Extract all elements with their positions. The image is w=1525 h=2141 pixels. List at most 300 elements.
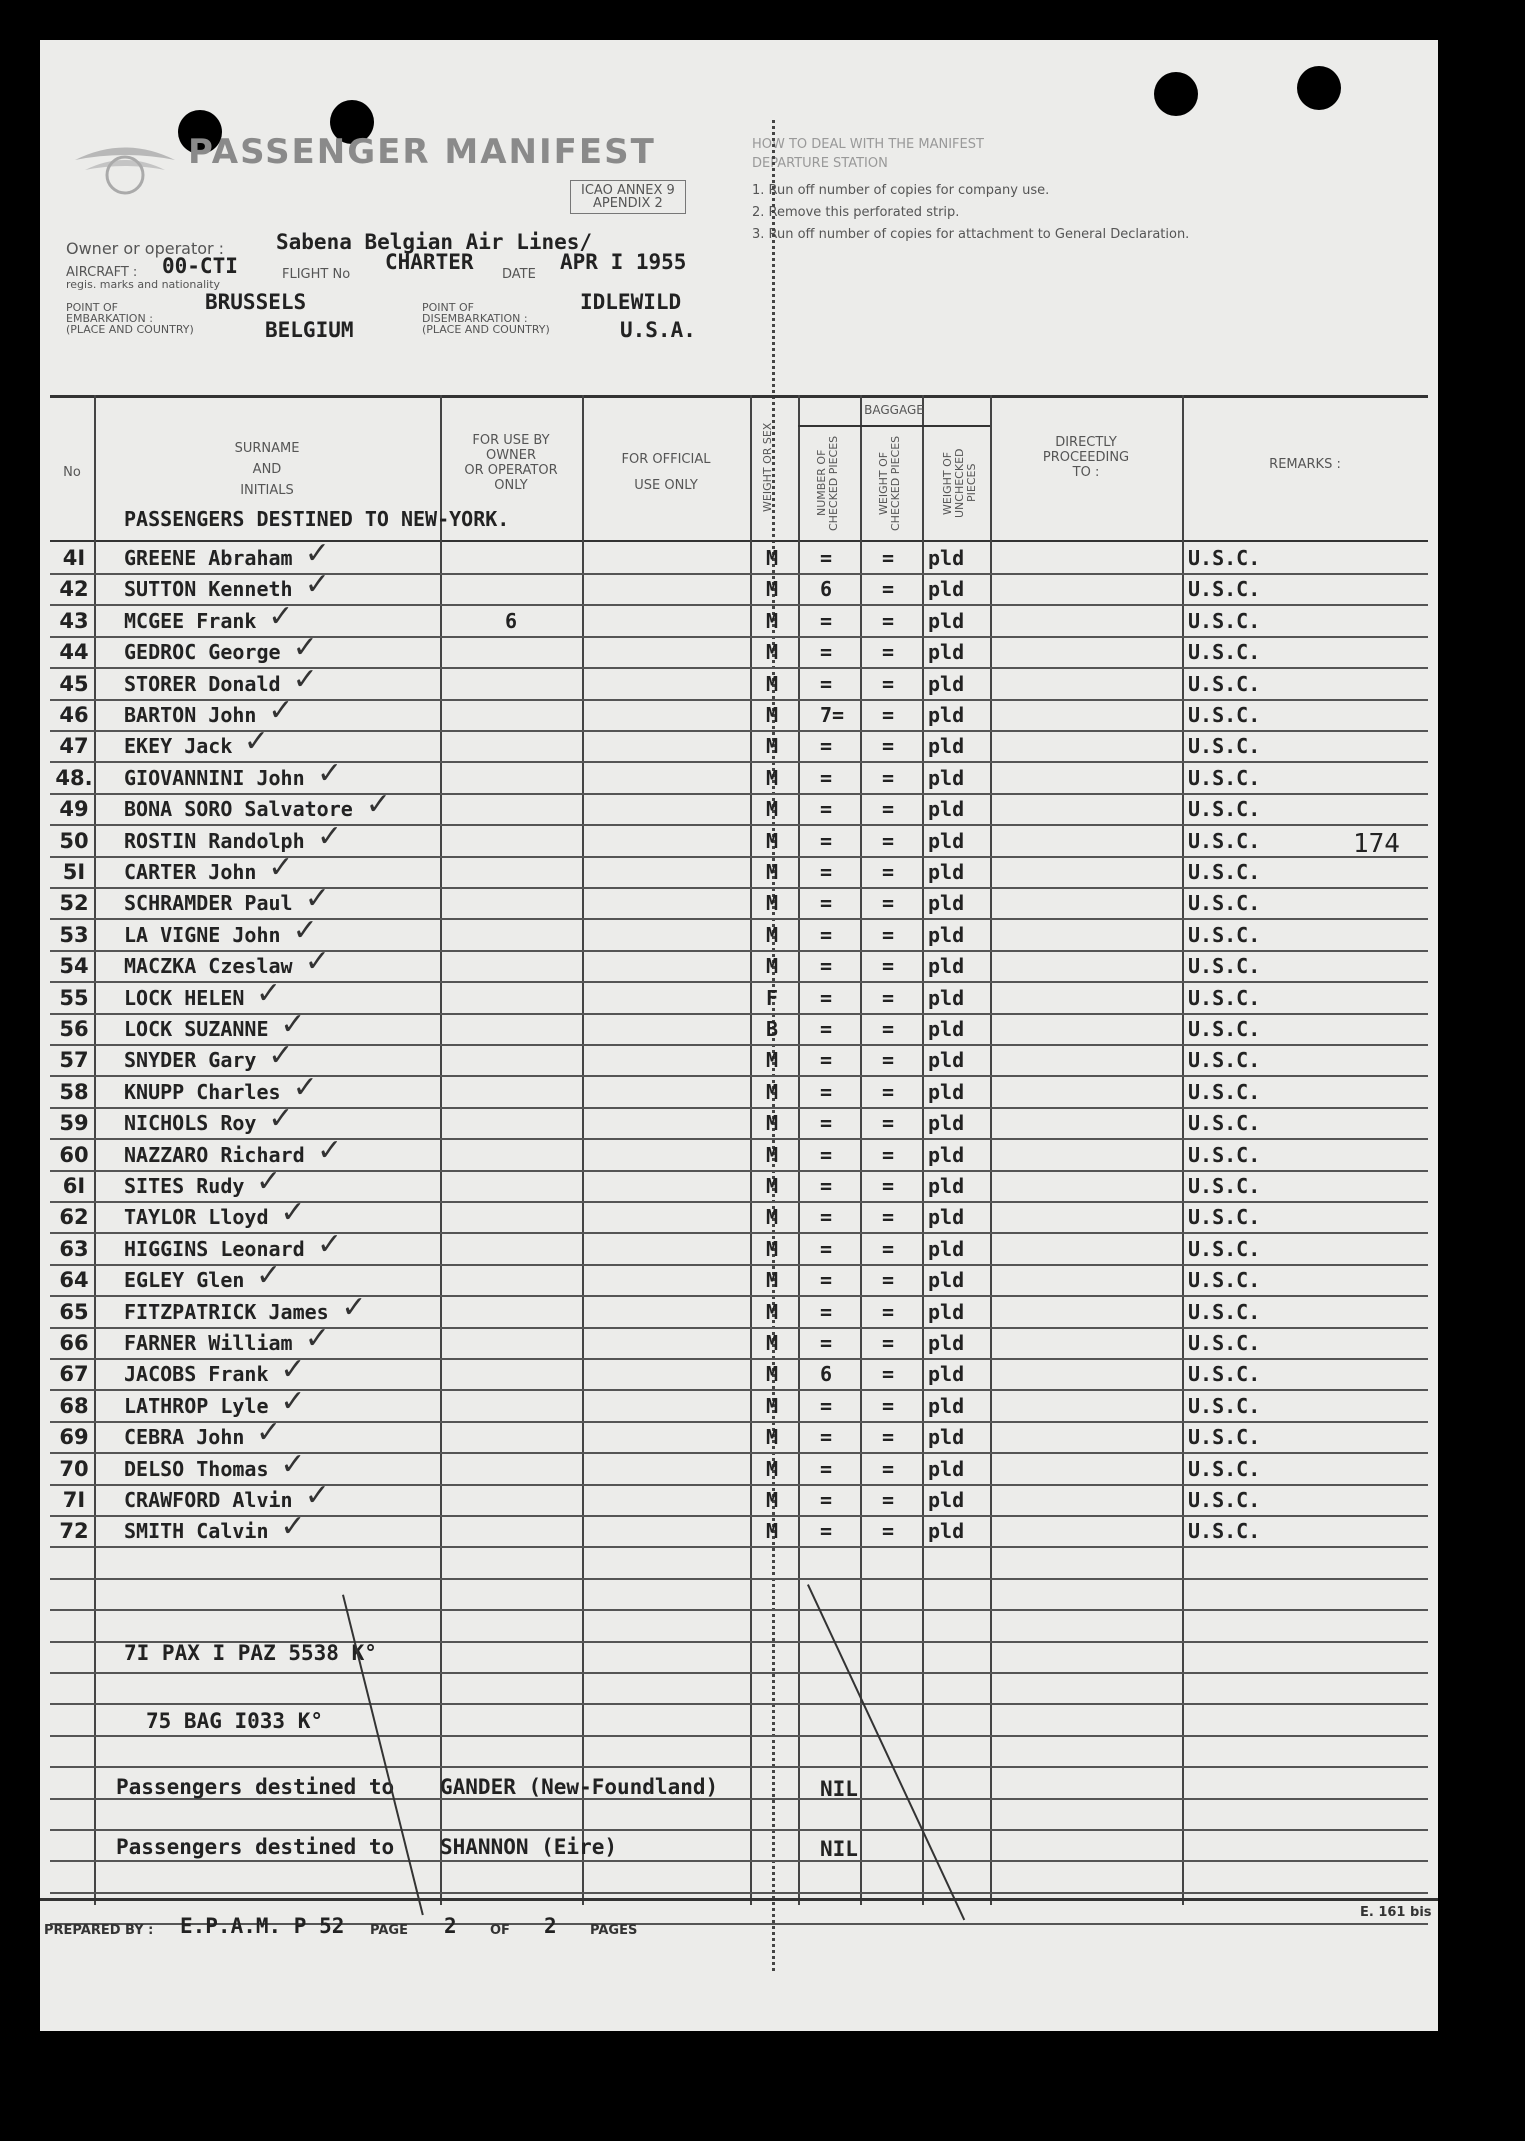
table-row [50, 1069, 1428, 1109]
checkmark-icon: ✓ [304, 536, 330, 571]
checkmark-icon: ✓ [280, 1007, 306, 1042]
checkmark-icon: ✓ [280, 1383, 306, 1419]
weight-or-sex: M [766, 954, 779, 979]
checkmark-icon: ✓ [268, 693, 294, 728]
passenger-name: LOCK SUZANNE [124, 1017, 269, 1041]
passenger-name: SMITH Calvin [124, 1519, 269, 1544]
checkmark-icon: ✓ [292, 630, 318, 666]
passenger-name: CRAWFORD Alvin [124, 1488, 293, 1512]
checked-pieces: = [820, 891, 833, 916]
col-official-header [582, 447, 750, 499]
remarks: U.S.C. [1188, 1174, 1261, 1198]
unchecked-weight: pld [928, 734, 965, 759]
weight-or-sex: M [766, 1111, 779, 1136]
unchecked-weight: pld [928, 1519, 965, 1544]
checkmark-icon: ✓ [292, 912, 318, 948]
no: 48. [55, 765, 93, 790]
table-row [50, 661, 1428, 701]
checkmark-icon: ✓ [304, 881, 330, 917]
remarks: U.S.C. [1188, 671, 1261, 696]
empty-row [50, 1610, 1428, 1643]
of-label: OF [490, 1923, 510, 1938]
weight-or-sex: M [766, 608, 779, 633]
col-checked-header: NUMBER OF CHECKED PIECES [815, 435, 840, 531]
remarks: U.S.C. [1188, 860, 1261, 884]
passenger-name: FITZPATRICK James [124, 1299, 329, 1324]
checkmark-icon: ✓ [256, 1164, 282, 1199]
passenger-name: MCGEE Frank [124, 608, 257, 633]
header-line: SURNAME [234, 441, 300, 456]
passenger-name: GREENE Abraham [124, 546, 293, 570]
checked-pieces: = [820, 734, 833, 759]
checkmark-icon: ✓ [268, 598, 294, 634]
owner-use: 6 [505, 608, 518, 633]
page-title: PASSENGER MANIFEST [188, 132, 656, 172]
col-weight-unchecked-header: WEIGHT OF UNCHECKED PIECES [941, 448, 978, 518]
form-code: E. 161 bis [1360, 1905, 1432, 1920]
unchecked-weight: pld [928, 1393, 965, 1418]
unchecked-weight: pld [928, 608, 965, 633]
disembarkation-label-line: POINT OF [422, 301, 474, 314]
no: 67 [59, 1362, 89, 1387]
unchecked-weight: pld [928, 828, 965, 853]
remarks: U.S.C. [1188, 1017, 1261, 1041]
embarkation-label-line: POINT OF [66, 301, 118, 314]
checkmark-icon: ✓ [280, 1509, 306, 1545]
checked-weight: = [882, 703, 895, 727]
checked-pieces: = [820, 1299, 833, 1324]
checked-weight: = [882, 828, 895, 853]
no: 54 [59, 954, 89, 979]
passenger-name: CEBRA John [124, 1425, 245, 1450]
table-row [50, 1509, 1428, 1548]
checked-weight: = [882, 922, 895, 947]
remarks: U.S.C. [1188, 1456, 1261, 1481]
unchecked-weight: pld [928, 671, 965, 696]
weight-or-sex: M [766, 1299, 779, 1324]
embarkation-city: BRUSSELS [205, 290, 307, 314]
aircraft-sub-label: regis. marks and nationality [66, 278, 221, 291]
weight-or-sex: M [766, 1393, 779, 1418]
no: 66 [59, 1331, 89, 1355]
unchecked-weight: pld [928, 1174, 965, 1198]
embarkation-label-line: EMBARKATION : [66, 312, 153, 325]
remarks: U.S.C. [1188, 954, 1261, 979]
no: 65 [59, 1299, 89, 1324]
table-row [50, 1101, 1428, 1140]
checked-weight: = [882, 671, 895, 696]
no: 42 [59, 577, 89, 602]
col-proceeding-header [990, 435, 1182, 480]
manifest-sheet [40, 40, 1438, 2031]
weight-or-sex: M [766, 828, 779, 853]
header-line: FOR OFFICIAL [621, 452, 711, 467]
checkmark-icon: ✓ [365, 787, 391, 823]
passenger-name: JACOBS Frank [124, 1362, 269, 1387]
total-bag: 75 BAG I033 K° [146, 1709, 324, 1733]
checkmark-icon: ✓ [256, 1415, 282, 1451]
checked-pieces: 6 [820, 577, 833, 602]
checked-weight: = [882, 577, 895, 602]
table-row [50, 1195, 1428, 1234]
table-row [50, 912, 1428, 952]
checked-pieces: = [820, 1017, 833, 1041]
prepared-value: E.P.A.M. P 52 [180, 1914, 345, 1938]
unchecked-weight: pld [928, 1236, 965, 1261]
embarkation-label [66, 302, 194, 335]
passenger-name: STORER Donald [124, 671, 281, 696]
destination-line: PASSENGERS DESTINED TO NEW-YORK. [124, 507, 510, 531]
gander-place: GANDER (New-Foundland) [440, 1775, 719, 1799]
passenger-name: BONA SORO Salvatore [124, 797, 353, 822]
remarks: U.S.C. [1188, 734, 1261, 759]
checked-weight: = [882, 860, 895, 884]
unchecked-weight: pld [928, 640, 965, 665]
checkmark-icon: ✓ [268, 1101, 294, 1137]
remarks: U.S.C. [1188, 891, 1261, 916]
passenger-name: EKEY Jack [124, 734, 233, 759]
no: 70 [59, 1456, 89, 1481]
total-pax: 7I PAX I PAZ 5538 K° [124, 1641, 377, 1665]
checkmark-icon: ✓ [317, 755, 343, 791]
no: 49 [59, 797, 89, 822]
checked-pieces: = [820, 828, 833, 853]
unchecked-weight: pld [928, 1425, 965, 1450]
passenger-name: CARTER John [124, 860, 257, 884]
checkmark-icon: ✓ [317, 818, 343, 854]
weight-or-sex: M [766, 922, 779, 947]
remarks: U.S.C. [1188, 640, 1261, 665]
weight-or-sex: M [766, 1519, 779, 1544]
no: 5I [62, 860, 86, 884]
flight-label: FLIGHT No [282, 267, 351, 282]
unchecked-weight: pld [928, 1299, 965, 1324]
table-row [50, 1446, 1428, 1486]
table-row [50, 975, 1428, 1015]
checked-weight: = [882, 1048, 895, 1073]
unchecked-weight: pld [928, 860, 965, 884]
unchecked-weight: pld [928, 1205, 965, 1230]
passenger-name: SUTTON Kenneth [124, 577, 293, 602]
checkmark-icon: ✓ [243, 724, 269, 760]
checked-weight: = [882, 765, 895, 790]
no: 59 [59, 1111, 89, 1136]
divider [40, 1898, 1438, 1901]
instructions-title [752, 138, 984, 170]
table-row [50, 818, 1428, 858]
divider [50, 395, 1428, 398]
checked-weight: = [882, 1488, 895, 1512]
disembarkation-label-line: (PLACE AND COUNTRY) [422, 323, 550, 336]
remarks: U.S.C. [1188, 985, 1261, 1010]
instruction-item: 1. Run off number of copies for company use. [752, 183, 1050, 198]
owner-value: Sabena Belgian Air Lines/ [276, 230, 593, 254]
weight-or-sex: M [766, 1268, 779, 1293]
checkmark-icon: ✓ [256, 1258, 282, 1294]
weight-or-sex: M [766, 1456, 779, 1481]
aircraft-label: AIRCRAFT : [66, 265, 138, 280]
checked-pieces: = [820, 1079, 833, 1104]
header-line: TO : [1072, 465, 1100, 480]
checked-pieces: = [820, 640, 833, 665]
checked-weight: = [882, 1236, 895, 1261]
embarkation-country: BELGIUM [265, 318, 354, 342]
page-label: PAGE [370, 1923, 408, 1938]
unchecked-weight: pld [928, 1017, 965, 1041]
weight-or-sex: M [766, 671, 779, 696]
checked-weight: = [882, 1456, 895, 1481]
checked-weight: = [882, 1142, 895, 1167]
remarks: U.S.C. [1188, 577, 1261, 602]
table-row [50, 1007, 1428, 1046]
empty-row [50, 1547, 1428, 1580]
gander-value: NIL [820, 1777, 858, 1801]
header-line: ONLY [494, 478, 528, 493]
table-row [50, 1258, 1428, 1297]
no: 47 [59, 734, 89, 759]
instruction-item: 2. Remove this perforated strip. [752, 205, 960, 220]
empty-row [50, 1798, 1428, 1831]
checkmark-icon: ✓ [304, 1321, 330, 1356]
remarks: U.S.C. [1188, 1111, 1261, 1136]
no: 69 [59, 1425, 89, 1450]
checked-weight: = [882, 1331, 895, 1355]
checked-weight: = [882, 1268, 895, 1293]
checked-weight: = [882, 985, 895, 1010]
checked-pieces: = [820, 860, 833, 884]
checked-weight: = [882, 1362, 895, 1387]
checked-weight: = [882, 546, 895, 570]
weight-or-sex: M [766, 734, 779, 759]
remarks: U.S.C. [1188, 1425, 1261, 1450]
no: 53 [59, 922, 89, 947]
passenger-name: NAZZARO Richard [124, 1142, 305, 1167]
instructions-list [752, 180, 1189, 246]
weight-or-sex: M [766, 640, 779, 665]
instruction-item: 3. Run off number of copies for attachment to General Declaration. [752, 227, 1190, 242]
checked-pieces: = [820, 922, 833, 947]
remarks: U.S.C. [1188, 546, 1261, 570]
disembarkation-label-line: DISEMBARKATION : [422, 312, 528, 325]
remarks: U.S.C. [1188, 703, 1261, 727]
checkmark-icon: ✓ [317, 1226, 343, 1262]
unchecked-weight: pld [928, 891, 965, 916]
checked-pieces: = [820, 1425, 833, 1450]
table-row [50, 536, 1428, 575]
remarks: U.S.C. [1188, 828, 1261, 853]
of-value: 2 [544, 1914, 557, 1938]
disembarkation-country: U.S.A. [620, 318, 696, 342]
remarks: U.S.C. [1188, 1268, 1261, 1293]
checkmark-icon: ✓ [292, 661, 318, 697]
col-weight-sex-header: WEIGHT OR SEX [761, 422, 774, 513]
header-line: OR OPERATOR [464, 463, 558, 478]
passenger-name: SCHRAMDER Paul [124, 891, 293, 916]
weight-or-sex: M [766, 1425, 779, 1450]
unchecked-weight: pld [928, 1111, 965, 1136]
checked-pieces: = [820, 1268, 833, 1293]
checkmark-icon: ✓ [280, 1195, 306, 1231]
unchecked-weight: pld [928, 954, 965, 979]
no: 60 [59, 1142, 89, 1167]
sabena-logo-icon [70, 130, 180, 200]
remarks: U.S.C. [1188, 1393, 1261, 1418]
unchecked-weight: pld [928, 1362, 965, 1387]
passenger-name: KNUPP Charles [124, 1079, 281, 1104]
col-no-header: No [63, 465, 81, 480]
remarks: U.S.C. [1188, 797, 1261, 822]
page-value: 2 [444, 1914, 457, 1938]
unchecked-weight: pld [928, 546, 965, 570]
unchecked-weight: pld [928, 1048, 965, 1073]
remarks: U.S.C. [1188, 1236, 1261, 1261]
flight-value: CHARTER [385, 250, 474, 274]
punch-hole [1297, 66, 1341, 110]
remarks: U.S.C. [1188, 1362, 1261, 1387]
checked-weight: = [882, 954, 895, 979]
checkmark-icon: ✓ [268, 850, 294, 885]
checked-pieces: = [820, 954, 833, 979]
remarks: U.S.C. [1188, 922, 1261, 947]
checked-pieces: = [820, 797, 833, 822]
unchecked-weight: pld [928, 1331, 965, 1355]
no: 62 [59, 1205, 89, 1230]
shannon-place: SHANNON (Eire) [440, 1835, 618, 1859]
aircraft-value: 00-CTI [162, 254, 238, 278]
header-line: OWNER [485, 448, 537, 463]
header-line: AND [252, 462, 282, 477]
weight-or-sex: M [766, 1079, 779, 1104]
punch-hole [1154, 72, 1198, 116]
instructions-heading: DEPARTURE STATION [752, 156, 888, 171]
checked-pieces: = [820, 1142, 833, 1167]
prepared-label: PREPARED BY : [44, 1923, 154, 1938]
remarks: U.S.C. [1188, 1519, 1261, 1544]
unchecked-weight: pld [928, 1488, 965, 1512]
checked-pieces: = [820, 1488, 833, 1512]
col-remarks-header: REMARKS : [1269, 457, 1341, 472]
checked-weight: = [882, 1111, 895, 1136]
passenger-name: NICHOLS Roy [124, 1111, 257, 1136]
checked-weight: = [882, 797, 895, 822]
passenger-name: LA VIGNE John [124, 922, 281, 947]
weight-or-sex: B [766, 1017, 779, 1041]
checked-weight: = [882, 1174, 895, 1198]
header-line: FOR USE BY [472, 433, 550, 448]
passenger-name: SNYDER Gary [124, 1048, 257, 1073]
no: 72 [59, 1519, 89, 1544]
no: 63 [59, 1236, 89, 1261]
no: 68 [59, 1393, 89, 1418]
date-label: DATE [502, 267, 536, 282]
header-line: INITIALS [240, 483, 294, 498]
no: 58 [59, 1079, 89, 1104]
weight-or-sex: M [766, 891, 779, 916]
checked-pieces: = [820, 1456, 833, 1481]
remarks: U.S.C. [1188, 608, 1261, 633]
checkmark-icon: ✓ [304, 1478, 330, 1513]
table-row [50, 1038, 1428, 1077]
no: 6I [62, 1174, 86, 1198]
passenger-name: SITES Rudy [124, 1174, 245, 1198]
checked-pieces: = [820, 1048, 833, 1073]
remarks: U.S.C. [1188, 1331, 1261, 1355]
no: 7I [62, 1488, 86, 1512]
no: 57 [59, 1048, 89, 1073]
unchecked-weight: pld [928, 985, 965, 1010]
weight-or-sex: F [766, 985, 779, 1010]
owner-label: Owner or operator : [66, 239, 225, 258]
no: 64 [59, 1268, 89, 1293]
unchecked-weight: pld [928, 797, 965, 822]
passenger-name: HIGGINS Leonard [124, 1236, 305, 1261]
no: 52 [59, 891, 89, 916]
checked-weight: = [882, 608, 895, 633]
table-row [50, 1164, 1428, 1203]
weight-or-sex: M [766, 1236, 779, 1261]
embarkation-label-line: (PLACE AND COUNTRY) [66, 323, 194, 336]
weight-or-sex: M [766, 1331, 779, 1355]
passenger-name: TAYLOR Lloyd [124, 1205, 269, 1230]
unchecked-weight: pld [928, 1268, 965, 1293]
weight-or-sex: M [766, 860, 779, 884]
remarks: U.S.C. [1188, 1205, 1261, 1230]
weight-or-sex: M [766, 546, 779, 570]
checked-weight: = [882, 640, 895, 665]
checked-weight: = [882, 1017, 895, 1041]
passenger-name: LATHROP Lyle [124, 1393, 269, 1418]
shannon-label: Passengers destined to [116, 1835, 395, 1859]
date-value: APR I 1955 [560, 250, 687, 274]
checked-pieces: = [820, 765, 833, 790]
checkmark-icon: ✓ [256, 975, 282, 1011]
checkmark-icon: ✓ [292, 1069, 318, 1105]
unchecked-weight: pld [928, 922, 965, 947]
divider [798, 425, 990, 427]
checkmark-icon: ✓ [304, 567, 330, 603]
checked-pieces: = [820, 1236, 833, 1261]
empty-row [50, 1578, 1428, 1611]
empty-row [50, 1861, 1428, 1894]
table-row [50, 1321, 1428, 1360]
no: 50 [59, 828, 89, 853]
table-row [50, 850, 1428, 889]
header-line: DIRECTLY [1055, 435, 1117, 450]
table-row [50, 567, 1428, 606]
passenger-name: GIOVANNINI John [124, 765, 305, 790]
checked-pieces: = [820, 608, 833, 633]
checked-weight: = [882, 1205, 895, 1230]
no: 45 [59, 671, 89, 696]
checkmark-icon: ✓ [341, 1289, 367, 1325]
table-row [50, 755, 1428, 795]
no: 55 [59, 985, 89, 1010]
no: 56 [59, 1017, 89, 1041]
unchecked-weight: pld [928, 1456, 965, 1481]
checkmark-icon: ✓ [280, 1352, 306, 1388]
checked-pieces: = [820, 985, 833, 1010]
passenger-name: GEDROC George [124, 640, 281, 665]
weight-or-sex: M [766, 1488, 779, 1512]
no: 46 [59, 703, 89, 727]
passenger-name: BARTON John [124, 703, 257, 727]
table-row [50, 1289, 1428, 1329]
weight-or-sex: M [766, 577, 779, 602]
unchecked-weight: pld [928, 765, 965, 790]
checked-pieces: = [820, 1393, 833, 1418]
empty-row [50, 1672, 1428, 1705]
table-row [50, 787, 1428, 826]
